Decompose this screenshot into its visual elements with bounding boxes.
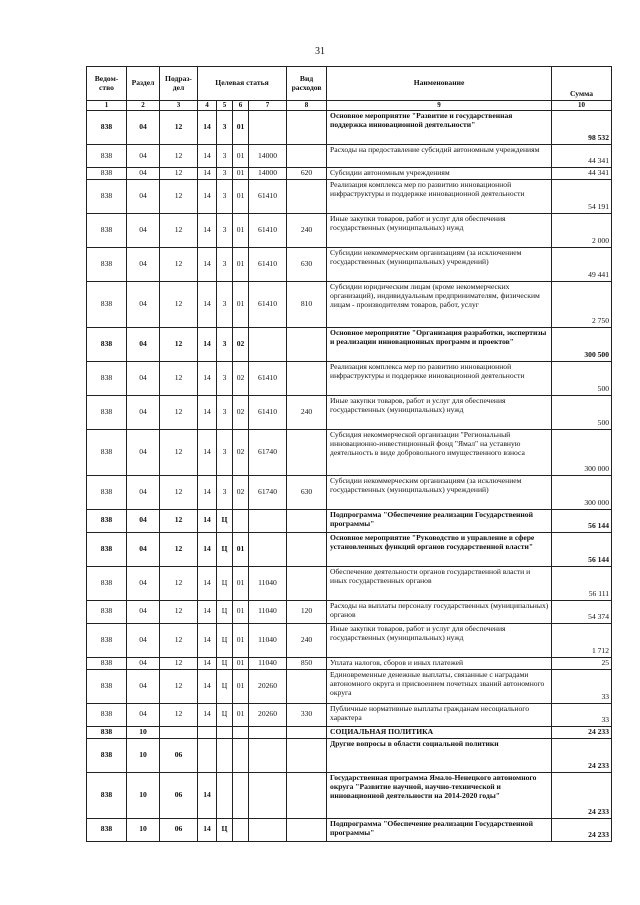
program-cell: 14 — [198, 703, 217, 726]
amount-cell: 33 — [552, 669, 612, 703]
subprogram-cell: 3 — [217, 327, 233, 361]
event-cell — [233, 818, 249, 841]
amount-cell: 2 750 — [552, 281, 612, 327]
program-cell: 14 — [198, 395, 217, 429]
name-cell: Иные закупки товаров, работ и услуг для обеспечения государственных (муниципальных) нужд — [327, 395, 552, 429]
razdel-cell: 04 — [127, 281, 160, 327]
table-row — [87, 168, 612, 180]
vid-rashodov-cell — [287, 532, 327, 566]
name-cell: Субсидии некоммерческим организациям (за исключением государственных (муниципальных) учреждений) — [327, 247, 552, 281]
direction-cell: 61740 — [249, 475, 287, 509]
vid-rashodov-cell: 240 — [287, 623, 327, 657]
podrazdel-cell: 12 — [160, 703, 198, 726]
subprogram-cell: Ц — [217, 509, 233, 532]
name-cell: Основное мероприятие "Руководство и управление в сфере установленных функций органов государственной власти" — [327, 532, 552, 566]
event-cell: 02 — [233, 429, 249, 475]
amount-cell: 24 233 — [552, 818, 612, 841]
amount-cell: 24 233 — [552, 726, 612, 738]
table-row — [87, 213, 612, 247]
table-row — [87, 327, 612, 361]
amount-cell: 44 341 — [552, 168, 612, 180]
razdel-cell: 04 — [127, 179, 160, 213]
vid-rashodov-cell — [287, 179, 327, 213]
name-cell: Реализация комплекса мер по развитию инновационной инфраструктуры и поддержке инновационной деятельности — [327, 361, 552, 395]
vedomstvo-cell: 838 — [87, 669, 127, 703]
col-number: 6 — [233, 101, 249, 111]
podrazdel-cell: 12 — [160, 281, 198, 327]
subprogram-cell: Ц — [217, 657, 233, 669]
subprogram-cell — [217, 738, 233, 772]
podrazdel-cell: 12 — [160, 395, 198, 429]
subprogram-cell: Ц — [217, 532, 233, 566]
amount-cell: 54 374 — [552, 600, 612, 623]
amount-cell: 24 233 — [552, 772, 612, 818]
table-row — [87, 726, 612, 738]
vedomstvo-cell: 838 — [87, 429, 127, 475]
direction-cell: 61410 — [249, 179, 287, 213]
col-number: 10 — [552, 101, 612, 111]
program-cell: 14 — [198, 179, 217, 213]
col-number: 7 — [249, 101, 287, 111]
program-cell: 14 — [198, 600, 217, 623]
subprogram-cell: Ц — [217, 669, 233, 703]
razdel-cell: 10 — [127, 726, 160, 738]
podrazdel-cell: 12 — [160, 361, 198, 395]
direction-cell: 11040 — [249, 657, 287, 669]
amount-cell: 300 000 — [552, 429, 612, 475]
table-row — [87, 703, 612, 726]
vid-rashodov-cell — [287, 818, 327, 841]
vid-rashodov-cell: 120 — [287, 600, 327, 623]
col-number: 4 — [198, 101, 217, 111]
direction-cell: 61740 — [249, 429, 287, 475]
vedomstvo-cell: 838 — [87, 566, 127, 600]
podrazdel-cell: 12 — [160, 566, 198, 600]
col-number: 3 — [160, 101, 198, 111]
vid-rashodov-cell — [287, 111, 327, 145]
vid-rashodov-cell: 630 — [287, 247, 327, 281]
program-cell — [198, 738, 217, 772]
podrazdel-cell: 12 — [160, 145, 198, 168]
vedomstvo-cell: 838 — [87, 145, 127, 168]
event-cell: 01 — [233, 703, 249, 726]
razdel-cell: 04 — [127, 669, 160, 703]
name-cell: Другие вопросы в области социальной политики — [327, 738, 552, 772]
podrazdel-cell: 12 — [160, 247, 198, 281]
name-cell: Подпрограмма "Обеспечение реализации Государственной программы" — [327, 818, 552, 841]
direction-cell: 61410 — [249, 247, 287, 281]
subprogram-cell: Ц — [217, 600, 233, 623]
razdel-cell: 04 — [127, 168, 160, 180]
table-row — [87, 509, 612, 532]
event-cell — [233, 738, 249, 772]
vedomstvo-cell: 838 — [87, 738, 127, 772]
razdel-cell: 04 — [127, 327, 160, 361]
vedomstvo-cell: 838 — [87, 168, 127, 180]
vedomstvo-cell: 838 — [87, 111, 127, 145]
direction-cell: 11040 — [249, 566, 287, 600]
name-cell: Государственная программа Ямало-Ненецкого автономного округа "Развитие научной, научно-технической и инновационной деятельности на 2014-2020 годы" — [327, 772, 552, 818]
direction-cell — [249, 738, 287, 772]
header-podrazdel: Подраз-дел — [160, 67, 198, 101]
vid-rashodov-cell: 810 — [287, 281, 327, 327]
vid-rashodov-cell: 240 — [287, 213, 327, 247]
subprogram-cell — [217, 726, 233, 738]
event-cell: 01 — [233, 566, 249, 600]
name-cell: Субсидия некоммерческой организации "Региональный инновационно-инвестиционный фонд "Ямал" на уставную деятельность в виде добровольного имущественного взноса — [327, 429, 552, 475]
podrazdel-cell: 06 — [160, 738, 198, 772]
razdel-cell: 04 — [127, 532, 160, 566]
event-cell: 01 — [233, 623, 249, 657]
table-row — [87, 623, 612, 657]
event-cell: 01 — [233, 145, 249, 168]
event-cell: 01 — [233, 657, 249, 669]
event-cell: 01 — [233, 168, 249, 180]
vedomstvo-cell: 838 — [87, 509, 127, 532]
vid-rashodov-cell: 240 — [287, 395, 327, 429]
vedomstvo-cell: 838 — [87, 657, 127, 669]
header-naimenovanie: Наименование — [327, 67, 552, 101]
budget-table — [86, 66, 612, 842]
vid-rashodov-cell — [287, 772, 327, 818]
program-cell: 14 — [198, 818, 217, 841]
name-cell: Реализация комплекса мер по развитию инновационной инфраструктуры и поддержке инновационной деятельности — [327, 179, 552, 213]
razdel-cell: 04 — [127, 361, 160, 395]
razdel-cell: 10 — [127, 772, 160, 818]
event-cell: 02 — [233, 327, 249, 361]
direction-cell: 11040 — [249, 623, 287, 657]
amount-cell: 54 191 — [552, 179, 612, 213]
table-row — [87, 429, 612, 475]
table-body — [87, 111, 612, 842]
table-row — [87, 395, 612, 429]
amount-cell: 500 — [552, 361, 612, 395]
subprogram-cell: 3 — [217, 179, 233, 213]
podrazdel-cell: 12 — [160, 657, 198, 669]
name-cell: СОЦИАЛЬНАЯ ПОЛИТИКА — [327, 726, 552, 738]
program-cell — [198, 726, 217, 738]
podrazdel-cell: 12 — [160, 168, 198, 180]
table-row — [87, 281, 612, 327]
vid-rashodov-cell — [287, 566, 327, 600]
vid-rashodov-cell — [287, 429, 327, 475]
amount-cell: 49 441 — [552, 247, 612, 281]
name-cell: Основное мероприятие "Развитие и государственная поддержка инновационной деятельности" — [327, 111, 552, 145]
vedomstvo-cell: 838 — [87, 726, 127, 738]
event-cell: 01 — [233, 247, 249, 281]
amount-cell: 300 500 — [552, 327, 612, 361]
direction-cell — [249, 726, 287, 738]
podrazdel-cell: 12 — [160, 509, 198, 532]
vedomstvo-cell: 838 — [87, 327, 127, 361]
vid-rashodov-cell — [287, 509, 327, 532]
table-row — [87, 657, 612, 669]
table-row — [87, 600, 612, 623]
direction-cell: 11040 — [249, 600, 287, 623]
vedomstvo-cell: 838 — [87, 475, 127, 509]
vedomstvo-cell: 838 — [87, 818, 127, 841]
name-cell: Подпрограмма "Обеспечение реализации Государственной программы" — [327, 509, 552, 532]
vid-rashodov-cell: 630 — [287, 475, 327, 509]
razdel-cell: 04 — [127, 213, 160, 247]
column-number-row — [87, 101, 612, 111]
event-cell: 01 — [233, 179, 249, 213]
amount-cell: 24 233 — [552, 738, 612, 772]
vid-rashodov-cell — [287, 669, 327, 703]
podrazdel-cell: 12 — [160, 669, 198, 703]
amount-cell: 98 532 — [552, 111, 612, 145]
vedomstvo-cell: 838 — [87, 623, 127, 657]
vedomstvo-cell: 838 — [87, 772, 127, 818]
event-cell: 02 — [233, 395, 249, 429]
podrazdel-cell: 06 — [160, 772, 198, 818]
amount-cell: 56 144 — [552, 509, 612, 532]
subprogram-cell: 3 — [217, 111, 233, 145]
vid-rashodov-cell — [287, 726, 327, 738]
amount-cell: 25 — [552, 657, 612, 669]
direction-cell — [249, 532, 287, 566]
direction-cell: 14000 — [249, 145, 287, 168]
subprogram-cell — [217, 772, 233, 818]
vedomstvo-cell: 838 — [87, 213, 127, 247]
name-cell: Иные закупки товаров, работ и услуг для обеспечения государственных (муниципальных) нужд — [327, 623, 552, 657]
podrazdel-cell: 12 — [160, 623, 198, 657]
name-cell: Публичные нормативные выплаты гражданам несоциального характера — [327, 703, 552, 726]
header-summa: Сумма — [552, 67, 612, 101]
razdel-cell: 04 — [127, 509, 160, 532]
table-row — [87, 566, 612, 600]
direction-cell: 61410 — [249, 213, 287, 247]
table-row — [87, 475, 612, 509]
program-cell: 14 — [198, 168, 217, 180]
header-celevaya-statya: Целевая статья — [198, 67, 287, 101]
amount-cell: 500 — [552, 395, 612, 429]
podrazdel-cell: 06 — [160, 818, 198, 841]
table-row — [87, 532, 612, 566]
razdel-cell: 04 — [127, 145, 160, 168]
direction-cell — [249, 772, 287, 818]
subprogram-cell: 3 — [217, 168, 233, 180]
direction-cell — [249, 818, 287, 841]
vid-rashodov-cell — [287, 327, 327, 361]
amount-cell: 1 712 — [552, 623, 612, 657]
table-row — [87, 818, 612, 841]
subprogram-cell: 3 — [217, 213, 233, 247]
event-cell — [233, 772, 249, 818]
program-cell: 14 — [198, 657, 217, 669]
col-number: 9 — [327, 101, 552, 111]
razdel-cell: 04 — [127, 475, 160, 509]
program-cell: 14 — [198, 669, 217, 703]
podrazdel-cell: 12 — [160, 475, 198, 509]
program-cell: 14 — [198, 145, 217, 168]
subprogram-cell: 3 — [217, 395, 233, 429]
amount-cell: 33 — [552, 703, 612, 726]
vedomstvo-cell: 838 — [87, 532, 127, 566]
subprogram-cell: 3 — [217, 475, 233, 509]
razdel-cell: 04 — [127, 429, 160, 475]
subprogram-cell: 3 — [217, 429, 233, 475]
header-razdel: Раздел — [127, 67, 160, 101]
amount-cell: 56 144 — [552, 532, 612, 566]
subprogram-cell: Ц — [217, 818, 233, 841]
podrazdel-cell: 12 — [160, 111, 198, 145]
podrazdel-cell: 12 — [160, 179, 198, 213]
name-cell: Расходы на выплаты персоналу государственных (муниципальных) органов — [327, 600, 552, 623]
event-cell: 02 — [233, 475, 249, 509]
col-number: 1 — [87, 101, 127, 111]
event-cell: 01 — [233, 600, 249, 623]
name-cell: Единовременные денежные выплаты, связанные с наградами автономного округа и присвоением почетных званий автономного округа — [327, 669, 552, 703]
subprogram-cell: Ц — [217, 566, 233, 600]
name-cell: Иные закупки товаров, работ и услуг для обеспечения государственных (муниципальных) нужд — [327, 213, 552, 247]
direction-cell — [249, 509, 287, 532]
razdel-cell: 04 — [127, 623, 160, 657]
program-cell: 14 — [198, 361, 217, 395]
vedomstvo-cell: 838 — [87, 247, 127, 281]
program-cell: 14 — [198, 509, 217, 532]
header-vid-rashodov: Вид расходов — [287, 67, 327, 101]
name-cell: Основное мероприятие "Организация разработки, экспертизы и реализации инновационных программ и проектов" — [327, 327, 552, 361]
page-number: 31 — [315, 46, 325, 57]
subprogram-cell: 3 — [217, 361, 233, 395]
vedomstvo-cell: 838 — [87, 361, 127, 395]
col-number: 8 — [287, 101, 327, 111]
podrazdel-cell: 12 — [160, 327, 198, 361]
podrazdel-cell — [160, 726, 198, 738]
header-vedomstvo: Ведом-ство — [87, 67, 127, 101]
amount-cell: 300 000 — [552, 475, 612, 509]
direction-cell: 61410 — [249, 281, 287, 327]
vedomstvo-cell: 838 — [87, 600, 127, 623]
vid-rashodov-cell — [287, 145, 327, 168]
name-cell: Расходы на предоставление субсидий автономным учреждениям — [327, 145, 552, 168]
vid-rashodov-cell — [287, 361, 327, 395]
amount-cell: 44 341 — [552, 145, 612, 168]
table-row — [87, 669, 612, 703]
program-cell: 14 — [198, 429, 217, 475]
table-row — [87, 179, 612, 213]
amount-cell: 2 000 — [552, 213, 612, 247]
name-cell: Субсидии некоммерческим организациям (за исключением государственных (муниципальных) учреждений) — [327, 475, 552, 509]
razdel-cell: 10 — [127, 738, 160, 772]
col-number: 5 — [217, 101, 233, 111]
razdel-cell: 10 — [127, 818, 160, 841]
event-cell: 01 — [233, 111, 249, 145]
vid-rashodov-cell: 330 — [287, 703, 327, 726]
event-cell: 01 — [233, 213, 249, 247]
event-cell: 01 — [233, 281, 249, 327]
program-cell: 14 — [198, 327, 217, 361]
table-row — [87, 111, 612, 145]
program-cell: 14 — [198, 213, 217, 247]
subprogram-cell: Ц — [217, 703, 233, 726]
program-cell: 14 — [198, 566, 217, 600]
podrazdel-cell: 12 — [160, 213, 198, 247]
event-cell — [233, 726, 249, 738]
vedomstvo-cell: 838 — [87, 281, 127, 327]
table-header — [87, 67, 612, 111]
direction-cell: 20260 — [249, 669, 287, 703]
vedomstvo-cell: 838 — [87, 395, 127, 429]
direction-cell — [249, 327, 287, 361]
name-cell: Субсидии юридическим лицам (кроме некоммерческих организаций), индивидуальным предпринимателям, физическим лицам - производителям товаров, работ, услуг — [327, 281, 552, 327]
subprogram-cell: 3 — [217, 281, 233, 327]
vedomstvo-cell: 838 — [87, 179, 127, 213]
subprogram-cell: 3 — [217, 145, 233, 168]
event-cell: 01 — [233, 532, 249, 566]
event-cell — [233, 509, 249, 532]
razdel-cell: 04 — [127, 566, 160, 600]
vid-rashodov-cell — [287, 738, 327, 772]
program-cell: 14 — [198, 772, 217, 818]
table-row — [87, 145, 612, 168]
name-cell: Уплата налогов, сборов и иных платежей — [327, 657, 552, 669]
program-cell: 14 — [198, 532, 217, 566]
name-cell: Субсидии автономным учреждениям — [327, 168, 552, 180]
direction-cell — [249, 111, 287, 145]
podrazdel-cell: 12 — [160, 429, 198, 475]
vedomstvo-cell: 838 — [87, 703, 127, 726]
direction-cell: 61410 — [249, 361, 287, 395]
podrazdel-cell: 12 — [160, 532, 198, 566]
name-cell: Обеспечение деятельности органов государственной власти и иных государственных органов — [327, 566, 552, 600]
program-cell: 14 — [198, 475, 217, 509]
razdel-cell: 04 — [127, 657, 160, 669]
razdel-cell: 04 — [127, 703, 160, 726]
subprogram-cell: Ц — [217, 623, 233, 657]
razdel-cell: 04 — [127, 111, 160, 145]
table-row — [87, 772, 612, 818]
direction-cell: 61410 — [249, 395, 287, 429]
direction-cell: 14000 — [249, 168, 287, 180]
amount-cell: 56 111 — [552, 566, 612, 600]
program-cell: 14 — [198, 111, 217, 145]
table-row — [87, 738, 612, 772]
vid-rashodov-cell: 850 — [287, 657, 327, 669]
program-cell: 14 — [198, 247, 217, 281]
razdel-cell: 04 — [127, 600, 160, 623]
subprogram-cell: 3 — [217, 247, 233, 281]
col-number: 2 — [127, 101, 160, 111]
event-cell: 02 — [233, 361, 249, 395]
table-row — [87, 361, 612, 395]
program-cell: 14 — [198, 281, 217, 327]
vid-rashodov-cell: 620 — [287, 168, 327, 180]
event-cell: 01 — [233, 669, 249, 703]
direction-cell: 20260 — [249, 703, 287, 726]
program-cell: 14 — [198, 623, 217, 657]
podrazdel-cell: 12 — [160, 600, 198, 623]
razdel-cell: 04 — [127, 247, 160, 281]
razdel-cell: 04 — [127, 395, 160, 429]
table-row — [87, 247, 612, 281]
